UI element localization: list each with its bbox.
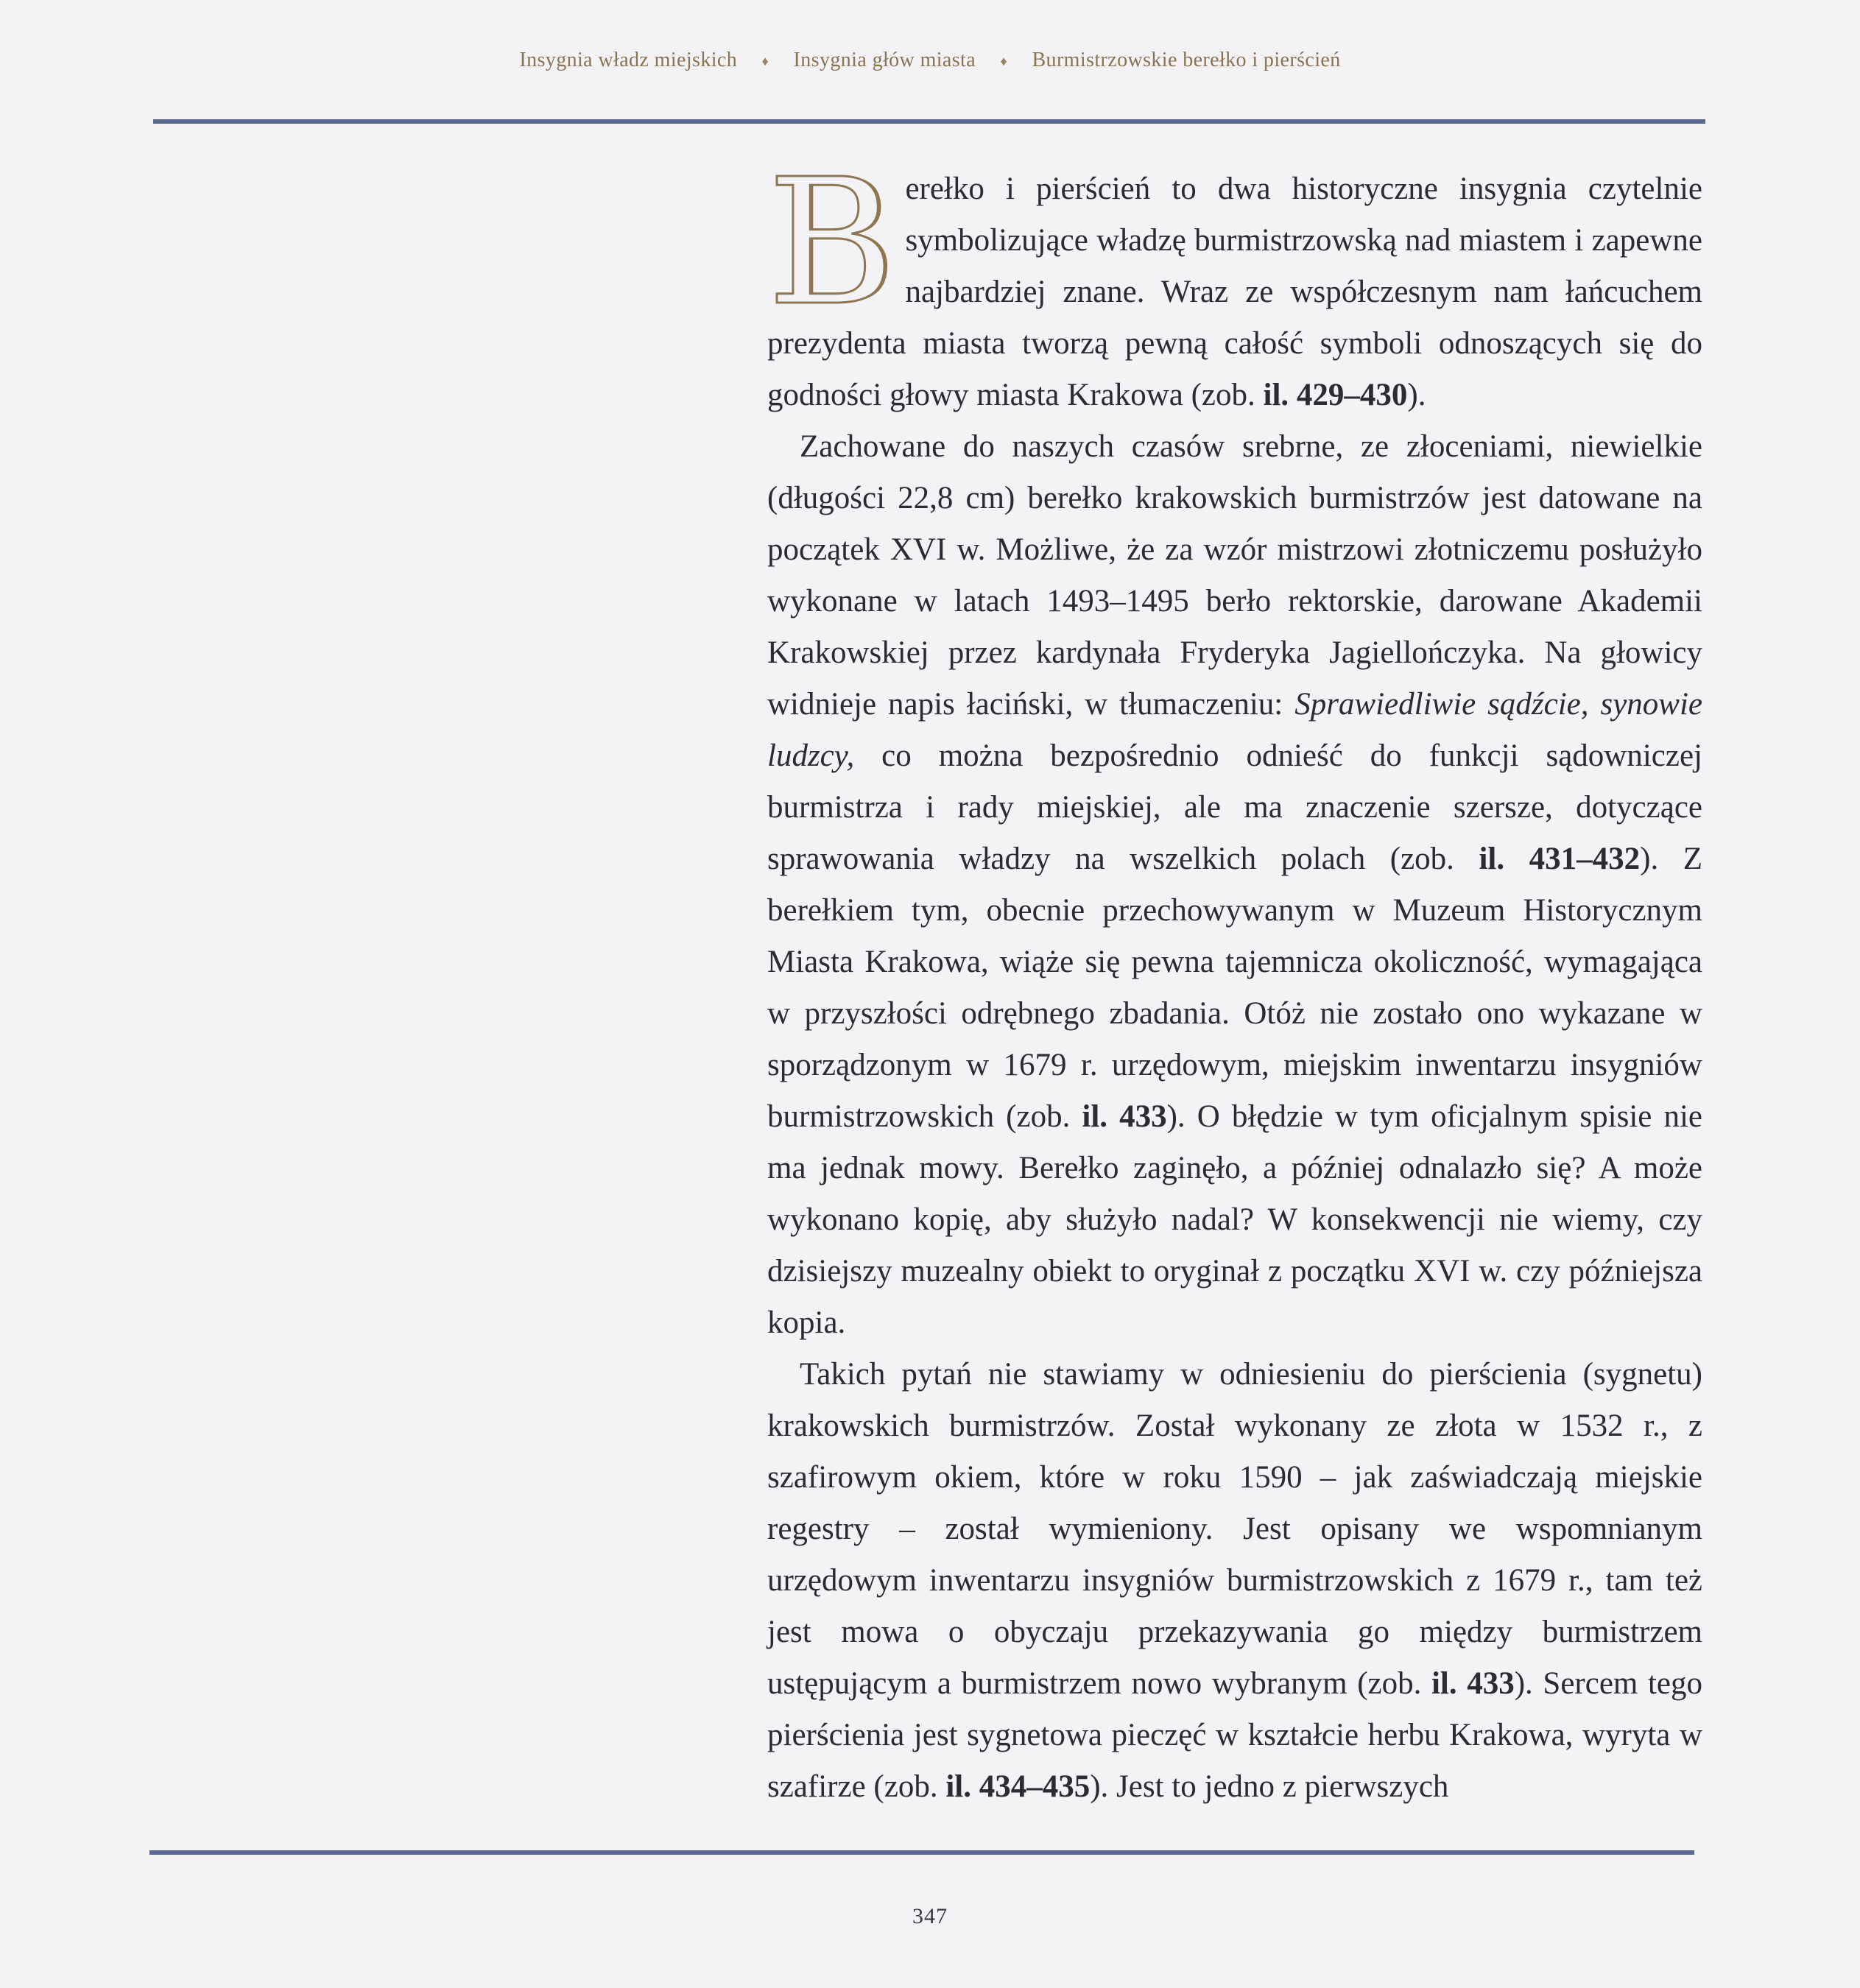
header-subsection-title: Insygnia głów miasta <box>793 49 976 71</box>
paragraph-2 <box>767 421 1702 1349</box>
paragraph-text: ). Jest to jedno z pierwszych <box>1090 1769 1449 1804</box>
diamond-separator-icon: ♦ <box>761 54 769 69</box>
top-divider-rule <box>153 119 1705 124</box>
bottom-divider-rule <box>149 1850 1694 1855</box>
drop-cap-letter: B <box>767 141 895 344</box>
illustration-reference: il. 433 <box>1082 1099 1167 1134</box>
paragraph-text: ). Sercem tego pierścienia jest sygnetowa pieczęć w kształcie herbu Krakowa, wyryta w szafirze (zob. <box>767 1666 1702 1804</box>
illustration-reference: il. 434–435 <box>945 1769 1091 1804</box>
running-header <box>0 49 1860 72</box>
paragraph-text: ). O błędzie w tym oficjalnym spisie nie ma jednak mowy. Berełko zaginęło, a później odnalazło się? A może wykonano kopię, aby służyło nadal? W konsekwencji nie wiemy, czy dzisiejszy muzealny obiekt to oryginał z początku XVI w. czy późniejsza kopia. <box>767 1099 1702 1340</box>
paragraph-text: erełko i pierścień to dwa historyczne insygnia czytelnie symbolizujące władzę burmistrzowską nad miastem i zapewne najbardziej znane. Wraz ze współczesnym nam łańcuchem prezydenta miasta tworzą pewną całość symboli odnoszących się do godności głowy miasta Krakowa (zob. <box>767 172 1702 412</box>
diamond-separator-icon: ♦ <box>1000 54 1008 69</box>
header-section-title: Insygnia władz miejskich <box>519 49 738 71</box>
illustration-reference: il. 429–430 <box>1263 378 1408 412</box>
paragraph-text: ). Z berełkiem tym, obecnie przechowywanym w Muzeum Historycznym Miasta Krakowa, wiąże się pewna tajemnicza okoliczność, wymagająca w przyszłości odrębnego zbadania. Otóż nie zostało ono wykazane w sporządzonym w 1679 r. urzędowym, miejskim inwentarzu insygniów burmistrzowskich (zob. <box>767 842 1702 1134</box>
paragraph-text: Zachowane do naszych czasów srebrne, ze złoceniami, niewielkie (długości 22,8 cm) berełko krakowskich burmistrzów jest datowane na początek XVI w. Możliwe, że za wzór mistrzowi złotniczemu posłużyło wykonane w latach 1493–1495 berło rektorskie, darowane Akademii Krakowskiej przez kardynała Fryderyka Jagiellończyka. Na głowicy widnieje napis łaciński, w tłumaczeniu: <box>767 429 1702 722</box>
paragraph-text: Takich pytań nie stawiamy w odniesieniu do pierścienia (sygnetu) krakowskich burmistrzów. Został wykonany ze złota w 1532 r., z szafirowym okiem, które w roku 1590 – jak zaświadczają miejskie regestry – został wymieniony. Jest opisany we wspomnianym urzędowym inwentarzu insygniów burmistrzowskich z 1679 r., tam też jest mowa o obyczaju przekazywania go między burmistrzem ustępującym a burmistrzem nowo wybranym (zob. <box>767 1357 1702 1701</box>
page-number: 347 <box>912 1904 948 1928</box>
body-text-column <box>767 141 1702 1813</box>
paragraph-text: ). <box>1407 378 1426 412</box>
paragraph-3 <box>767 1349 1702 1813</box>
latin-inscription-translation: Sprawiedliwie sądźcie, synowie ludzcy, <box>767 687 1702 773</box>
illustration-reference: il. 433 <box>1431 1666 1515 1701</box>
paragraph-text: co można bezpośrednio odnieść do funkcji sądowniczej burmistrza i rady miejskiej, ale ma znaczenie szersze, dotyczące sprawowania władzy na wszelkich polach (zob. <box>767 739 1702 876</box>
paragraph-1 <box>767 141 1702 421</box>
header-chapter-title: Burmistrzowskie berełko i pierścień <box>1032 49 1341 71</box>
illustration-reference: il. 431–432 <box>1479 842 1641 876</box>
